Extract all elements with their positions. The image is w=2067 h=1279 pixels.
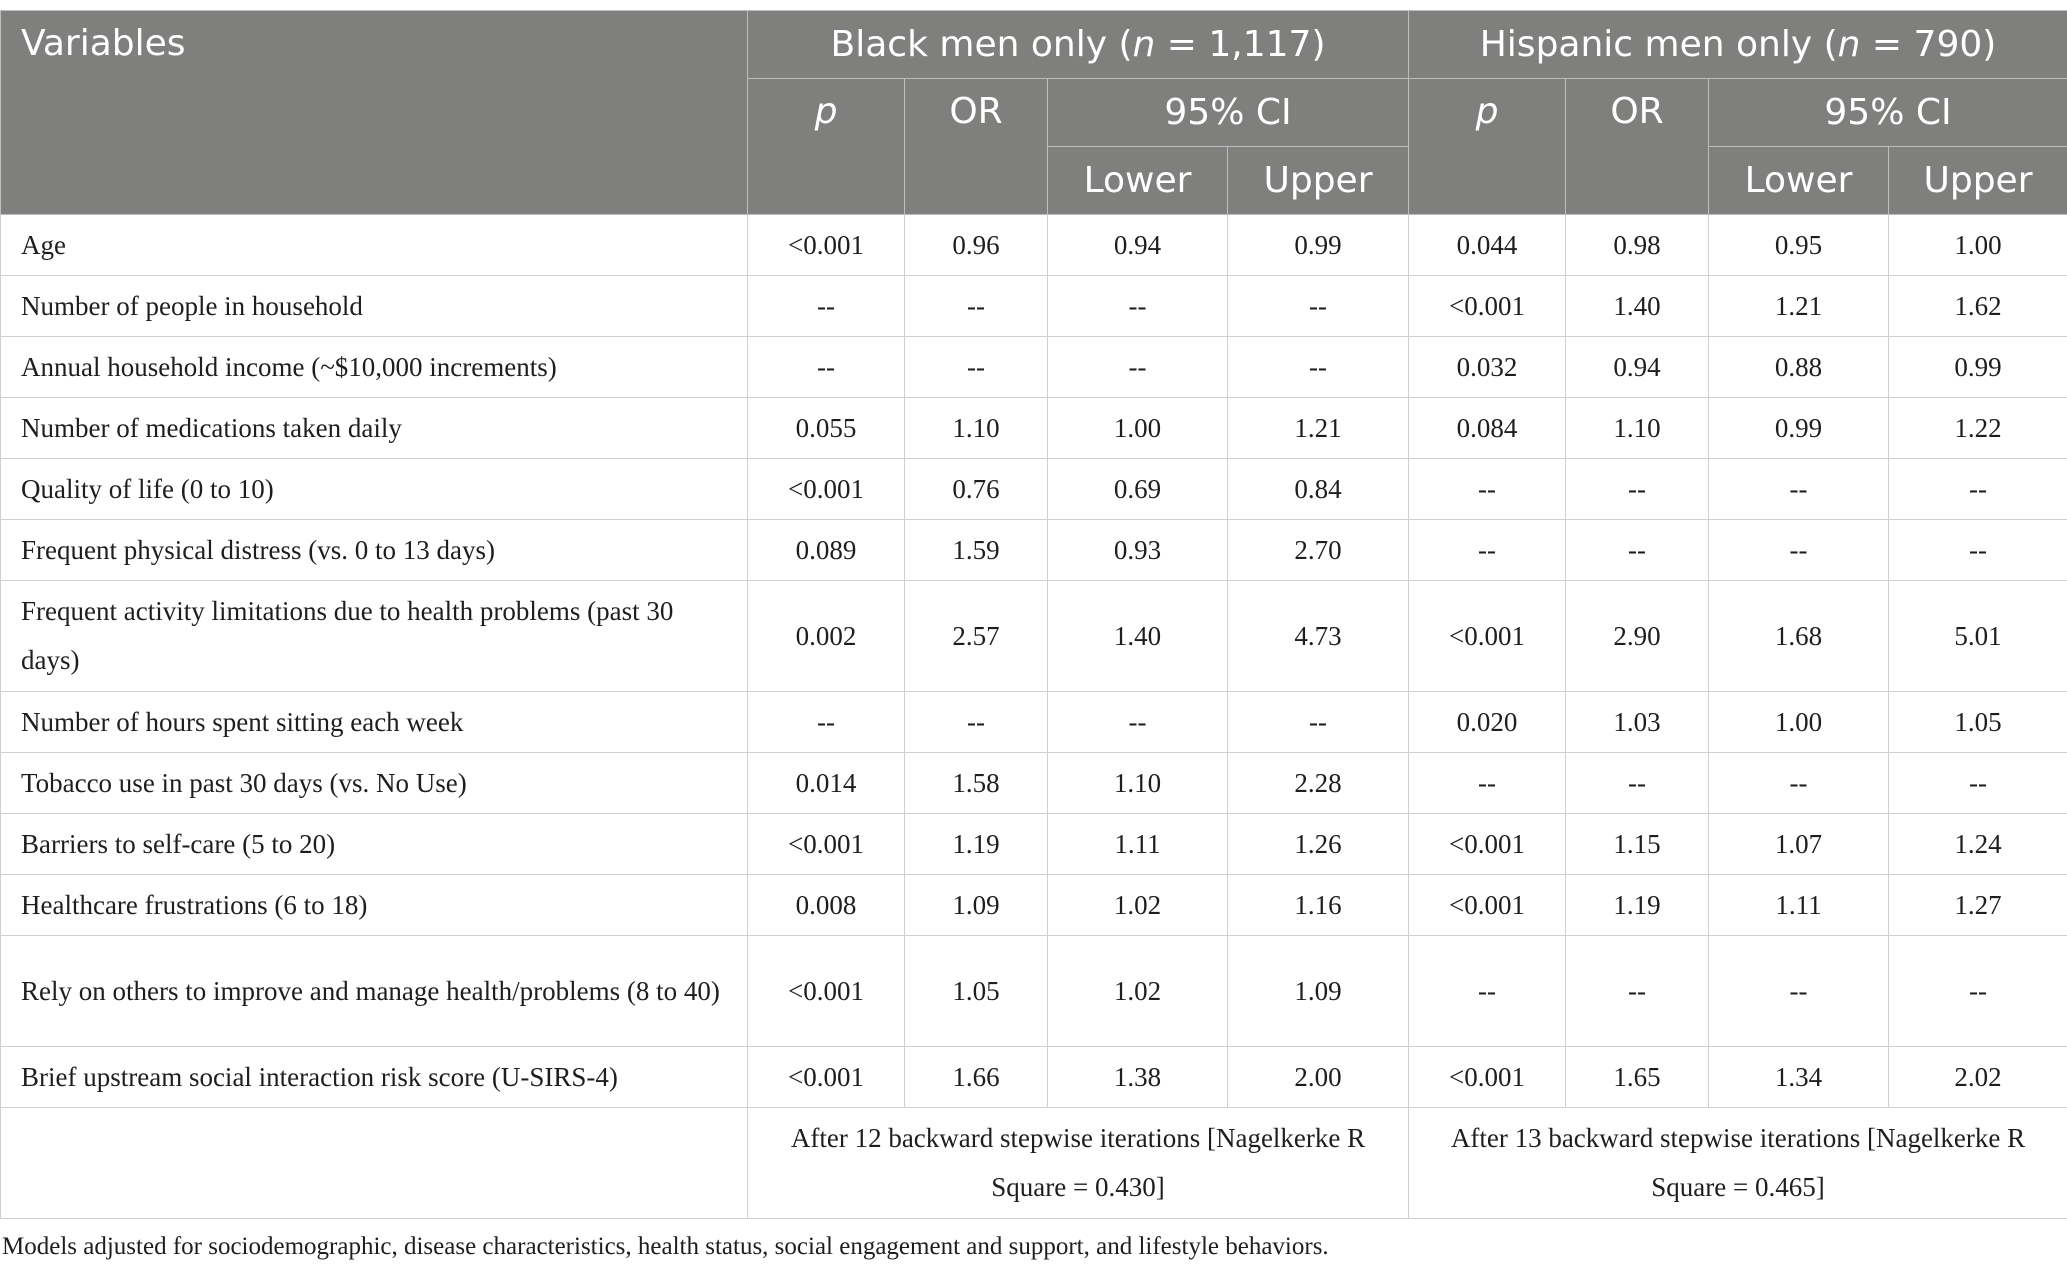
black-ci-lower-cell: -- — [1048, 337, 1228, 398]
hispanic-ci-lower-cell: 0.88 — [1709, 337, 1889, 398]
hispanic-ci-upper-cell: -- — [1889, 520, 2067, 581]
black-ci-upper-cell: 2.70 — [1228, 520, 1409, 581]
hispanic-p-value-cell: <0.001 — [1409, 1047, 1566, 1108]
table-row — [1, 459, 2067, 520]
black-p-value-cell: -- — [748, 692, 905, 753]
hispanic-odds-ratio-cell: 1.15 — [1566, 814, 1709, 875]
black-p-value-cell: 0.014 — [748, 753, 905, 814]
table-row — [1, 1047, 2067, 1108]
black-p-value-cell: <0.001 — [748, 215, 905, 276]
row-label: Brief upstream social interaction risk score (U-SIRS-4) — [1, 1047, 748, 1108]
header-ci-hispanic: 95% CI — [1709, 79, 2067, 147]
hispanic-ci-lower-cell: 1.21 — [1709, 276, 1889, 337]
black-ci-lower-cell: 0.94 — [1048, 215, 1228, 276]
black-odds-ratio-cell: 1.09 — [905, 875, 1048, 936]
black-odds-ratio-cell: 1.59 — [905, 520, 1048, 581]
row-label: Healthcare frustrations (6 to 18) — [1, 875, 748, 936]
hispanic-model-summary: After 13 backward stepwise iterations [Nagelkerke R Square = 0.465] — [1409, 1108, 2067, 1219]
hispanic-ci-lower-cell: 1.00 — [1709, 692, 1889, 753]
hispanic-p-value-cell: <0.001 — [1409, 875, 1566, 936]
hispanic-p-value-cell: 0.044 — [1409, 215, 1566, 276]
table-row — [1, 875, 2067, 936]
hispanic-p-value-cell: <0.001 — [1409, 814, 1566, 875]
hispanic-ci-upper-cell: -- — [1889, 753, 2067, 814]
black-ci-lower-cell: -- — [1048, 276, 1228, 337]
hispanic-ci-lower-cell: 1.68 — [1709, 581, 1889, 692]
black-odds-ratio-cell: 1.58 — [905, 753, 1048, 814]
black-ci-upper-cell: 0.99 — [1228, 215, 1409, 276]
hispanic-ci-lower-cell: 1.11 — [1709, 875, 1889, 936]
hispanic-ci-lower-cell: 0.99 — [1709, 398, 1889, 459]
row-label: Frequent physical distress (vs. 0 to 13 days) — [1, 520, 748, 581]
hispanic-odds-ratio-cell: 1.03 — [1566, 692, 1709, 753]
hispanic-odds-ratio-cell: -- — [1566, 753, 1709, 814]
black-p-value-cell: <0.001 — [748, 936, 905, 1047]
black-ci-lower-cell: 1.02 — [1048, 936, 1228, 1047]
black-odds-ratio-cell: -- — [905, 692, 1048, 753]
header-group-black-men: Black men only (n = 1,117) — [748, 11, 1409, 79]
hispanic-ci-lower-cell: -- — [1709, 753, 1889, 814]
header-p-black: p — [748, 79, 905, 215]
row-label: Barriers to self-care (5 to 20) — [1, 814, 748, 875]
header-upper-black: Upper — [1228, 147, 1409, 215]
hispanic-odds-ratio-cell: 1.10 — [1566, 398, 1709, 459]
table-row — [1, 337, 2067, 398]
black-ci-lower-cell: 1.38 — [1048, 1047, 1228, 1108]
black-ci-lower-cell: 1.11 — [1048, 814, 1228, 875]
black-ci-upper-cell: 1.21 — [1228, 398, 1409, 459]
hispanic-odds-ratio-cell: 1.40 — [1566, 276, 1709, 337]
black-p-value-cell: <0.001 — [748, 1047, 905, 1108]
hispanic-odds-ratio-cell: 1.19 — [1566, 875, 1709, 936]
row-label: Annual household income (~$10,000 increments) — [1, 337, 748, 398]
row-label: Number of medications taken daily — [1, 398, 748, 459]
results-table — [0, 10, 2067, 1219]
hispanic-ci-lower-cell: 1.07 — [1709, 814, 1889, 875]
row-label: Quality of life (0 to 10) — [1, 459, 748, 520]
hispanic-p-value-cell: 0.020 — [1409, 692, 1566, 753]
hispanic-ci-lower-cell: -- — [1709, 520, 1889, 581]
header-lower-black: Lower — [1048, 147, 1228, 215]
black-odds-ratio-cell: 1.19 — [905, 814, 1048, 875]
black-ci-lower-cell: -- — [1048, 692, 1228, 753]
hispanic-odds-ratio-cell: 1.65 — [1566, 1047, 1709, 1108]
table-row — [1, 276, 2067, 337]
row-label: Frequent activity limitations due to health problems (past 30 days) — [1, 581, 748, 692]
black-ci-upper-cell: 1.16 — [1228, 875, 1409, 936]
model-summary-row — [1, 1108, 2067, 1219]
hispanic-odds-ratio-cell: -- — [1566, 520, 1709, 581]
black-ci-lower-cell: 1.40 — [1048, 581, 1228, 692]
table-row — [1, 398, 2067, 459]
hispanic-odds-ratio-cell: 0.98 — [1566, 215, 1709, 276]
row-label: Tobacco use in past 30 days (vs. No Use) — [1, 753, 748, 814]
hispanic-p-value-cell: -- — [1409, 936, 1566, 1047]
black-ci-upper-cell: -- — [1228, 276, 1409, 337]
black-odds-ratio-cell: 1.05 — [905, 936, 1048, 1047]
hispanic-ci-upper-cell: 1.62 — [1889, 276, 2067, 337]
hispanic-ci-upper-cell: 1.24 — [1889, 814, 2067, 875]
header-ci-black: 95% CI — [1048, 79, 1409, 147]
black-odds-ratio-cell: -- — [905, 276, 1048, 337]
hispanic-ci-lower-cell: -- — [1709, 936, 1889, 1047]
black-ci-upper-cell: 1.26 — [1228, 814, 1409, 875]
black-odds-ratio-cell: 1.10 — [905, 398, 1048, 459]
black-p-value-cell: 0.008 — [748, 875, 905, 936]
hispanic-ci-upper-cell: -- — [1889, 936, 2067, 1047]
black-ci-upper-cell: 4.73 — [1228, 581, 1409, 692]
hispanic-p-value-cell: -- — [1409, 459, 1566, 520]
hispanic-p-value-cell: <0.001 — [1409, 581, 1566, 692]
hispanic-odds-ratio-cell: -- — [1566, 459, 1709, 520]
header-upper-hispanic: Upper — [1889, 147, 2067, 215]
table-row — [1, 814, 2067, 875]
black-p-value-cell: 0.089 — [748, 520, 905, 581]
table-row — [1, 215, 2067, 276]
table-row — [1, 520, 2067, 581]
hispanic-odds-ratio-cell: 0.94 — [1566, 337, 1709, 398]
black-ci-lower-cell: 0.69 — [1048, 459, 1228, 520]
black-odds-ratio-cell: 0.76 — [905, 459, 1048, 520]
row-label: Rely on others to improve and manage health/problems (8 to 40) — [1, 936, 748, 1047]
hispanic-ci-lower-cell: -- — [1709, 459, 1889, 520]
hispanic-p-value-cell: 0.032 — [1409, 337, 1566, 398]
black-ci-upper-cell: -- — [1228, 337, 1409, 398]
hispanic-p-value-cell: -- — [1409, 753, 1566, 814]
black-p-value-cell: -- — [748, 276, 905, 337]
hispanic-ci-upper-cell: 1.22 — [1889, 398, 2067, 459]
black-odds-ratio-cell: 0.96 — [905, 215, 1048, 276]
table-row — [1, 692, 2067, 753]
black-ci-upper-cell: 1.09 — [1228, 936, 1409, 1047]
header-or-hispanic: OR — [1566, 79, 1709, 215]
hispanic-ci-upper-cell: 5.01 — [1889, 581, 2067, 692]
hispanic-ci-upper-cell: 1.00 — [1889, 215, 2067, 276]
hispanic-p-value-cell: <0.001 — [1409, 276, 1566, 337]
black-ci-lower-cell: 1.02 — [1048, 875, 1228, 936]
hispanic-ci-upper-cell: 0.99 — [1889, 337, 2067, 398]
black-p-value-cell: <0.001 — [748, 459, 905, 520]
header-group-hispanic-men: Hispanic men only (n = 790) — [1409, 11, 2067, 79]
table-row — [1, 936, 2067, 1047]
black-p-value-cell: 0.002 — [748, 581, 905, 692]
black-p-value-cell: 0.055 — [748, 398, 905, 459]
black-ci-upper-cell: 2.00 — [1228, 1047, 1409, 1108]
black-ci-upper-cell: 0.84 — [1228, 459, 1409, 520]
hispanic-p-value-cell: 0.084 — [1409, 398, 1566, 459]
black-model-summary: After 12 backward stepwise iterations [Nagelkerke R Square = 0.430] — [748, 1108, 1409, 1219]
table-row — [1, 753, 2067, 814]
hispanic-odds-ratio-cell: -- — [1566, 936, 1709, 1047]
black-odds-ratio-cell: 1.66 — [905, 1047, 1048, 1108]
hispanic-ci-upper-cell: 1.05 — [1889, 692, 2067, 753]
header-variables: Variables — [1, 11, 748, 215]
header-p-hispanic: p — [1409, 79, 1566, 215]
black-ci-upper-cell: -- — [1228, 692, 1409, 753]
black-odds-ratio-cell: 2.57 — [905, 581, 1048, 692]
table-header — [1, 11, 2067, 215]
black-p-value-cell: -- — [748, 337, 905, 398]
black-ci-lower-cell: 1.10 — [1048, 753, 1228, 814]
table-container — [0, 10, 2067, 1261]
row-label: Age — [1, 215, 748, 276]
black-ci-upper-cell: 2.28 — [1228, 753, 1409, 814]
model-summary-label — [1, 1108, 748, 1219]
hispanic-ci-upper-cell: -- — [1889, 459, 2067, 520]
black-p-value-cell: <0.001 — [748, 814, 905, 875]
table-row — [1, 581, 2067, 692]
header-or-black: OR — [905, 79, 1048, 215]
hispanic-ci-upper-cell: 2.02 — [1889, 1047, 2067, 1108]
row-label: Number of people in household — [1, 276, 748, 337]
hispanic-p-value-cell: -- — [1409, 520, 1566, 581]
hispanic-ci-upper-cell: 1.27 — [1889, 875, 2067, 936]
black-ci-lower-cell: 0.93 — [1048, 520, 1228, 581]
hispanic-ci-lower-cell: 1.34 — [1709, 1047, 1889, 1108]
table-body — [1, 215, 2067, 1219]
row-label: Number of hours spent sitting each week — [1, 692, 748, 753]
hispanic-odds-ratio-cell: 2.90 — [1566, 581, 1709, 692]
hispanic-ci-lower-cell: 0.95 — [1709, 215, 1889, 276]
header-lower-hispanic: Lower — [1709, 147, 1889, 215]
table-note: Models adjusted for sociodemographic, disease characteristics, health status, social engagement and support, and lifestyle behaviors. — [2, 1233, 1329, 1260]
black-ci-lower-cell: 1.00 — [1048, 398, 1228, 459]
black-odds-ratio-cell: -- — [905, 337, 1048, 398]
